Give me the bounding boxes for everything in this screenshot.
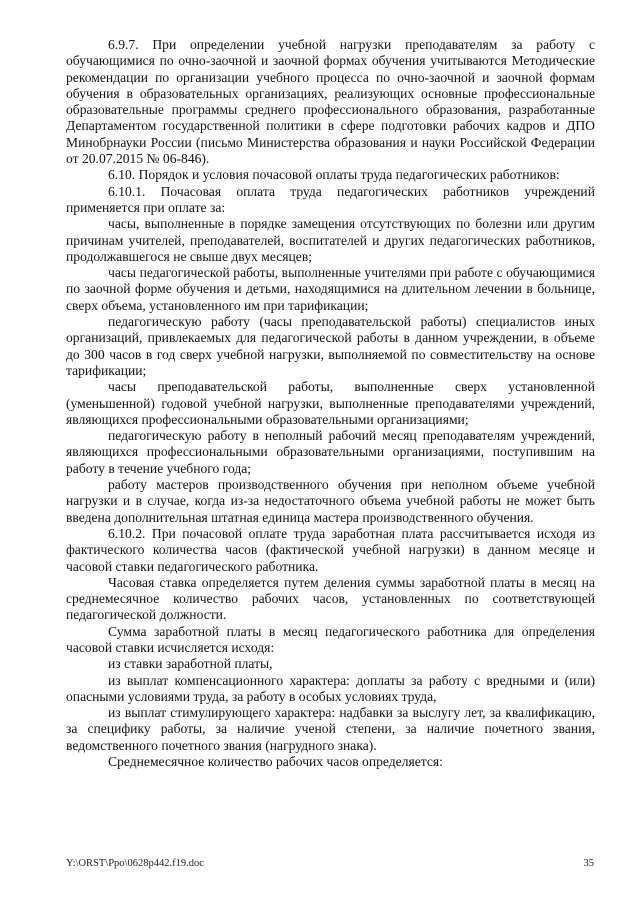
paragraph-base-rate: из ставки заработной платы,: [108, 656, 273, 672]
paragraph-incentives: из выплат стимулирующего характера: надбавки за выслугу лет, за квалификацию, за специфику работы, за наличие ученой степени, за наличие почетного звания, ведомственного почетного звания (нагрудного знака).: [66, 705, 595, 753]
document-body: [66, 37, 595, 770]
paragraph-6-9-7: 6.9.7. При определении учебной нагрузки преподавателям за работу с обучающимися по очно-заочной и заочной формах обучения учитываются Методические рекомендации по организации учебного процесса по очно-заочной и заочной формам обучения в образовательных организациях, реализующих основные профессиональные образовательные программы среднего профессионального образования, разработанные Департаментом государственной политики в сфере подготовки рабочих кадров и ДПО Минобрнауки России (письмо Министерства образования и науки Российской Федерации от 20.07.2015 № 06-846).: [66, 37, 595, 167]
file-path: Y:\ORST\Ppo\0628p442.f19.doc: [66, 858, 204, 869]
paragraph-overtime-hours: часы преподавательской работы, выполненные сверх установленной (уменьшенной) годовой учебной нагрузки, выполненные преподавателями учреждений, являющихся профессиональными образовательными организациями;: [66, 379, 595, 427]
paragraph-monthly-hours: Среднемесячное количество рабочих часов определяется:: [108, 754, 443, 770]
paragraph-6-10-1: 6.10.1. Почасовая оплата труда педагогических работников учреждений применяется при оплате за:: [66, 183, 595, 215]
paragraph-6-10: 6.10. Порядок и условия почасовой оплаты труда педагогических работников:: [108, 167, 560, 183]
page-footer: [66, 858, 594, 869]
paragraph-masters-work: работу мастеров производственного обучения при неполном объеме учебной нагрузки и в случае, когда из-за недостаточного объема учебной работы не может быть введена дополнительная штатная единица мастера производственного обучения.: [66, 477, 595, 525]
paragraph-monthly-sum: Сумма заработной платы в месяц педагогического работника для определения часовой ставки исчисляется исходя:: [66, 623, 595, 655]
paragraph-external-specialists: педагогическую работу (часы преподавательской работы) специалистов иных организаций, привлекаемых для педагогической работы в данном учреждении, в объеме до 300 часов в год сверх учебной нагрузки, выполняемой по совместительству на основе тарификации;: [66, 314, 595, 378]
paragraph-distance-learning-hours: часы педагогической работы, выполненные учителями при работе с обучающимися по заочной форме обучения и детьми, находящимися на длительном лечении в больнице, сверх объема, установленного им при тарификации;: [66, 265, 595, 313]
paragraph-substitution-hours: часы, выполненные в порядке замещения отсутствующих по болезни или другим причинам учителей, преподавателей, воспитателей и других педагогических работников, продолжавшегося не свыше двух месяцев;: [66, 216, 595, 264]
paragraph-compensation: из выплат компенсационного характера: доплаты за работу с вредными и (или) опасными условиями труда, за работу в особых условиях труда,: [66, 672, 595, 704]
paragraph-6-10-2: 6.10.2. При почасовой оплате труда заработная плата рассчитывается исходя из фактического количества часов (фактической учебной нагрузки) в данном месяце и часовой ставки педагогического работника.: [66, 525, 595, 574]
page-number: 35: [583, 858, 594, 869]
paragraph-hourly-rate: Часовая ставка определяется путем деления суммы заработной платы в месяц на среднемесячное количество рабочих часов, установленных по соответствующей педагогической должности.: [66, 574, 595, 623]
paragraph-partial-month: педагогическую работу в неполный рабочий месяц преподавателям учреждений, являющихся профессиональными образовательными организациями, поступившим на работу в течение учебного года;: [66, 428, 595, 476]
